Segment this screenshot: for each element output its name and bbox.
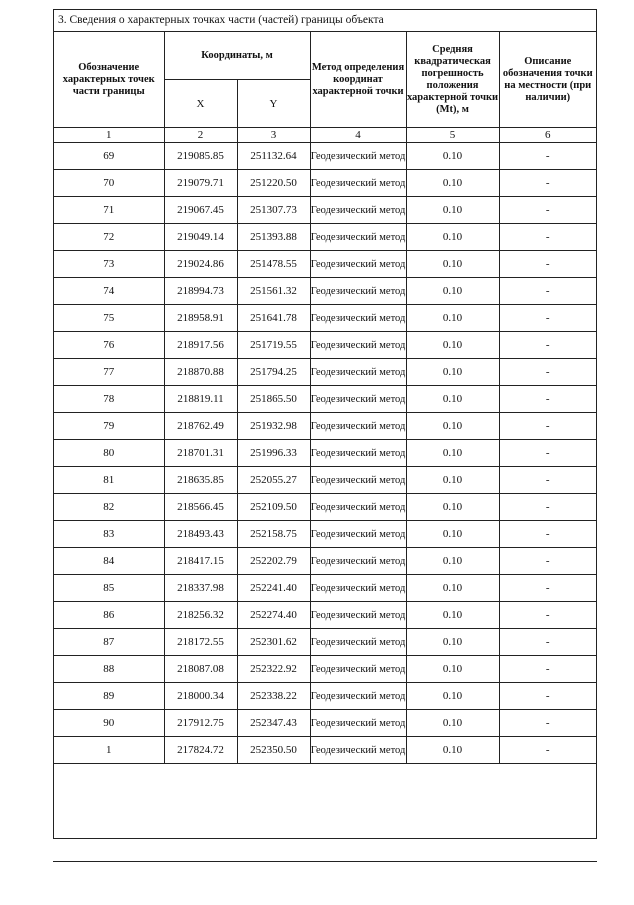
method-cell: Геодезический метод xyxy=(310,386,406,413)
method-cell: Геодезический метод xyxy=(310,521,406,548)
x-coordinate-cell: 218087.08 xyxy=(164,656,237,683)
method-cell: Геодезический метод xyxy=(310,332,406,359)
table-row xyxy=(54,656,596,683)
error-cell: 0.10 xyxy=(406,602,499,629)
error-cell: 0.10 xyxy=(406,359,499,386)
table-body xyxy=(54,143,596,845)
table-row xyxy=(54,332,596,359)
error-cell: 0.10 xyxy=(406,467,499,494)
method-cell: Геодезический метод xyxy=(310,467,406,494)
table-row xyxy=(54,737,596,764)
y-coordinate-cell: 251794.25 xyxy=(237,359,310,386)
description-cell: - xyxy=(499,170,596,197)
table-row xyxy=(54,278,596,305)
point-id-cell: 71 xyxy=(54,197,164,224)
x-coordinate-cell: 218958.91 xyxy=(164,305,237,332)
point-id-cell: 78 xyxy=(54,386,164,413)
method-cell: Геодезический метод xyxy=(310,629,406,656)
description-cell: - xyxy=(499,656,596,683)
column-numbers-row xyxy=(54,128,596,143)
method-cell: Геодезический метод xyxy=(310,656,406,683)
method-cell: Геодезический метод xyxy=(310,494,406,521)
table-row xyxy=(54,467,596,494)
x-coordinate-cell: 219067.45 xyxy=(164,197,237,224)
description-cell: - xyxy=(499,710,596,737)
x-coordinate-cell: 219085.85 xyxy=(164,143,237,170)
method-cell: Геодезический метод xyxy=(310,197,406,224)
empty-area-row xyxy=(54,764,596,845)
point-id-cell: 75 xyxy=(54,305,164,332)
point-id-cell: 74 xyxy=(54,278,164,305)
bottom-divider xyxy=(53,861,597,862)
y-coordinate-cell: 251478.55 xyxy=(237,251,310,278)
error-cell: 0.10 xyxy=(406,332,499,359)
method-cell: Геодезический метод xyxy=(310,224,406,251)
error-cell: 0.10 xyxy=(406,386,499,413)
y-coordinate-cell: 252055.27 xyxy=(237,467,310,494)
header-error: Средняя квадратическая погрешность положения характерной точки (Mt), м xyxy=(406,32,499,128)
point-id-cell: 69 xyxy=(54,143,164,170)
x-coordinate-cell: 219079.71 xyxy=(164,170,237,197)
description-cell: - xyxy=(499,575,596,602)
table-row xyxy=(54,602,596,629)
x-coordinate-cell: 218701.31 xyxy=(164,440,237,467)
description-cell: - xyxy=(499,359,596,386)
y-coordinate-cell: 251220.50 xyxy=(237,170,310,197)
table-row xyxy=(54,224,596,251)
description-cell: - xyxy=(499,467,596,494)
point-id-cell: 86 xyxy=(54,602,164,629)
error-cell: 0.10 xyxy=(406,305,499,332)
table-row xyxy=(54,143,596,170)
method-cell: Геодезический метод xyxy=(310,575,406,602)
point-id-cell: 80 xyxy=(54,440,164,467)
method-cell: Геодезический метод xyxy=(310,413,406,440)
error-cell: 0.10 xyxy=(406,197,499,224)
y-coordinate-cell: 251996.33 xyxy=(237,440,310,467)
x-coordinate-cell: 218417.15 xyxy=(164,548,237,575)
error-cell: 0.10 xyxy=(406,710,499,737)
y-coordinate-cell: 252241.40 xyxy=(237,575,310,602)
x-coordinate-cell: 217824.72 xyxy=(164,737,237,764)
y-coordinate-cell: 252274.40 xyxy=(237,602,310,629)
error-cell: 0.10 xyxy=(406,251,499,278)
y-coordinate-cell: 252338.22 xyxy=(237,683,310,710)
method-cell: Геодезический метод xyxy=(310,737,406,764)
table-row xyxy=(54,683,596,710)
x-coordinate-cell: 218172.55 xyxy=(164,629,237,656)
table-row xyxy=(54,251,596,278)
error-cell: 0.10 xyxy=(406,143,499,170)
empty-area xyxy=(54,764,596,845)
header-designation: Обозначение характерных точек части границы xyxy=(54,32,164,128)
x-coordinate-cell: 218000.34 xyxy=(164,683,237,710)
table-row xyxy=(54,413,596,440)
section-title: 3. Сведения о характерных точках части (частей) границы объекта xyxy=(54,10,596,32)
method-cell: Геодезический метод xyxy=(310,278,406,305)
point-id-cell: 77 xyxy=(54,359,164,386)
description-cell: - xyxy=(499,197,596,224)
points-table xyxy=(54,32,596,844)
header-x: X xyxy=(164,80,237,128)
table-row xyxy=(54,197,596,224)
error-cell: 0.10 xyxy=(406,224,499,251)
header-coordinates: Координаты, м xyxy=(164,32,310,80)
method-cell: Геодезический метод xyxy=(310,602,406,629)
x-coordinate-cell: 217912.75 xyxy=(164,710,237,737)
point-id-cell: 72 xyxy=(54,224,164,251)
point-id-cell: 76 xyxy=(54,332,164,359)
method-cell: Геодезический метод xyxy=(310,359,406,386)
y-coordinate-cell: 251641.78 xyxy=(237,305,310,332)
error-cell: 0.10 xyxy=(406,521,499,548)
description-cell: - xyxy=(499,521,596,548)
description-cell: - xyxy=(499,143,596,170)
header-y: Y xyxy=(237,80,310,128)
method-cell: Геодезический метод xyxy=(310,440,406,467)
error-cell: 0.10 xyxy=(406,629,499,656)
x-coordinate-cell: 218762.49 xyxy=(164,413,237,440)
column-number: 6 xyxy=(499,128,596,143)
point-id-cell: 90 xyxy=(54,710,164,737)
error-cell: 0.10 xyxy=(406,737,499,764)
y-coordinate-cell: 251307.73 xyxy=(237,197,310,224)
table-row xyxy=(54,305,596,332)
point-id-cell: 81 xyxy=(54,467,164,494)
method-cell: Геодезический метод xyxy=(310,683,406,710)
y-coordinate-cell: 252347.43 xyxy=(237,710,310,737)
column-number: 5 xyxy=(406,128,499,143)
point-id-cell: 85 xyxy=(54,575,164,602)
error-cell: 0.10 xyxy=(406,278,499,305)
y-coordinate-cell: 251561.32 xyxy=(237,278,310,305)
x-coordinate-cell: 218819.11 xyxy=(164,386,237,413)
y-coordinate-cell: 252202.79 xyxy=(237,548,310,575)
y-coordinate-cell: 252350.50 xyxy=(237,737,310,764)
method-cell: Геодезический метод xyxy=(310,170,406,197)
y-coordinate-cell: 251865.50 xyxy=(237,386,310,413)
description-cell: - xyxy=(499,548,596,575)
error-cell: 0.10 xyxy=(406,494,499,521)
description-cell: - xyxy=(499,224,596,251)
header-method: Метод определения координат характерной точки xyxy=(310,32,406,128)
method-cell: Геодезический метод xyxy=(310,305,406,332)
point-id-cell: 84 xyxy=(54,548,164,575)
method-cell: Геодезический метод xyxy=(310,143,406,170)
column-number: 2 xyxy=(164,128,237,143)
description-cell: - xyxy=(499,413,596,440)
description-cell: - xyxy=(499,494,596,521)
error-cell: 0.10 xyxy=(406,575,499,602)
point-id-cell: 83 xyxy=(54,521,164,548)
error-cell: 0.10 xyxy=(406,440,499,467)
description-cell: - xyxy=(499,440,596,467)
table-row xyxy=(54,494,596,521)
point-id-cell: 89 xyxy=(54,683,164,710)
column-number: 4 xyxy=(310,128,406,143)
description-cell: - xyxy=(499,386,596,413)
error-cell: 0.10 xyxy=(406,683,499,710)
error-cell: 0.10 xyxy=(406,170,499,197)
point-id-cell: 73 xyxy=(54,251,164,278)
method-cell: Геодезический метод xyxy=(310,548,406,575)
x-coordinate-cell: 218994.73 xyxy=(164,278,237,305)
y-coordinate-cell: 252158.75 xyxy=(237,521,310,548)
y-coordinate-cell: 252301.62 xyxy=(237,629,310,656)
table-row xyxy=(54,521,596,548)
x-coordinate-cell: 218493.43 xyxy=(164,521,237,548)
table-row xyxy=(54,359,596,386)
x-coordinate-cell: 218256.32 xyxy=(164,602,237,629)
point-id-cell: 87 xyxy=(54,629,164,656)
x-coordinate-cell: 218337.98 xyxy=(164,575,237,602)
table-row xyxy=(54,386,596,413)
table-row xyxy=(54,629,596,656)
error-cell: 0.10 xyxy=(406,548,499,575)
y-coordinate-cell: 251932.98 xyxy=(237,413,310,440)
point-id-cell: 79 xyxy=(54,413,164,440)
table-row xyxy=(54,548,596,575)
x-coordinate-cell: 219049.14 xyxy=(164,224,237,251)
description-cell: - xyxy=(499,251,596,278)
column-number: 3 xyxy=(237,128,310,143)
y-coordinate-cell: 251719.55 xyxy=(237,332,310,359)
y-coordinate-cell: 251393.88 xyxy=(237,224,310,251)
description-cell: - xyxy=(499,602,596,629)
y-coordinate-cell: 252109.50 xyxy=(237,494,310,521)
table-row xyxy=(54,440,596,467)
header-description: Описание обозначения точки на местности (при наличии) xyxy=(499,32,596,128)
x-coordinate-cell: 219024.86 xyxy=(164,251,237,278)
table-row xyxy=(54,710,596,737)
error-cell: 0.10 xyxy=(406,656,499,683)
x-coordinate-cell: 218870.88 xyxy=(164,359,237,386)
point-id-cell: 70 xyxy=(54,170,164,197)
document-frame xyxy=(53,9,597,839)
y-coordinate-cell: 252322.92 xyxy=(237,656,310,683)
x-coordinate-cell: 218566.45 xyxy=(164,494,237,521)
point-id-cell: 88 xyxy=(54,656,164,683)
x-coordinate-cell: 218635.85 xyxy=(164,467,237,494)
method-cell: Геодезический метод xyxy=(310,710,406,737)
x-coordinate-cell: 218917.56 xyxy=(164,332,237,359)
y-coordinate-cell: 251132.64 xyxy=(237,143,310,170)
description-cell: - xyxy=(499,332,596,359)
error-cell: 0.10 xyxy=(406,413,499,440)
column-number: 1 xyxy=(54,128,164,143)
description-cell: - xyxy=(499,305,596,332)
table-row xyxy=(54,170,596,197)
method-cell: Геодезический метод xyxy=(310,251,406,278)
description-cell: - xyxy=(499,737,596,764)
point-id-cell: 1 xyxy=(54,737,164,764)
point-id-cell: 82 xyxy=(54,494,164,521)
description-cell: - xyxy=(499,278,596,305)
table-header xyxy=(54,32,596,143)
table-row xyxy=(54,575,596,602)
description-cell: - xyxy=(499,683,596,710)
description-cell: - xyxy=(499,629,596,656)
